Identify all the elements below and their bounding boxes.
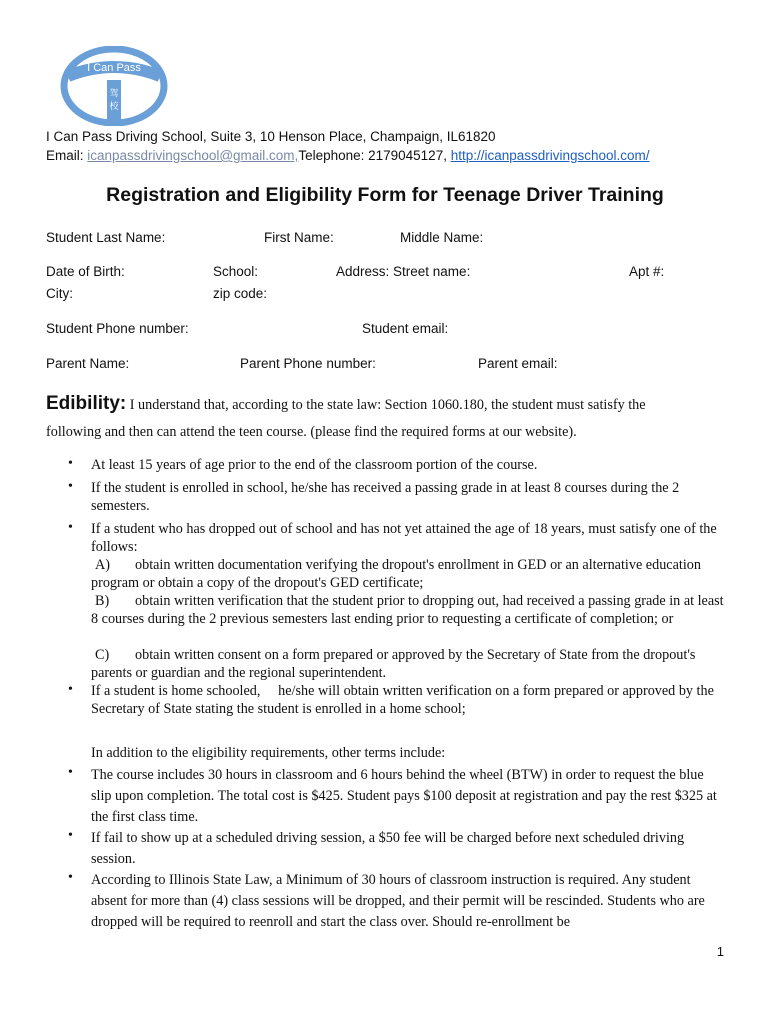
date-of-birth-label: Date of Birth: [46,264,125,279]
eligibility-item-3c [91,646,726,682]
item-3c-text: obtain written consent on a form prepared or approved by the Secretary of State from the dropout's parents or guardian and the regional superintendent. [91,647,696,681]
item-3c-letter: C) [95,647,110,663]
student-phone-label: Student Phone number: [46,321,189,336]
eligibility-item-4: If a student is home schooled, he/she will obtain written verification on a form prepared or approved by the Secretary of State stating the student is enrolled in a home school; [91,683,718,717]
parent-phone-label: Parent Phone number: [240,356,376,371]
school-logo [60,46,168,126]
email-link[interactable]: icanpassdrivingschool@gmail.com, [87,148,299,163]
address-line: I Can Pass Driving School, Suite 3, 10 Henson Place, Champaign, IL61820 [46,129,496,144]
middle-name-label: Middle Name: [400,230,484,245]
item-3b-letter: B) [95,593,110,609]
eligibility-item-2: If the student is enrolled in school, he/she has received a passing grade in at least 8 courses during the 2 semesters. [91,480,680,514]
eligibility-item-3: If a student who has dropped out of school and has not yet attained the age of 18 years, must satisfy one of the follows: [91,521,717,555]
eligibility-intro-line1: I understand that, according to the state law: Section 1060.180, the student must satisfy the [126,397,646,413]
bullet-icon: • [68,456,73,471]
city-label: City: [46,286,73,301]
student-email-label: Student email: [362,321,449,336]
terms-item-3: According to Illinois State Law, a Minimum of 30 hours of classroom instruction is required. Any student absent for more than (4) class sessions will be dropped, and their permit will be rescinded. Students who are dropped will be required to reenroll and start the class over. Should re-enrollment be [91,872,705,930]
zip-code-label: zip code: [213,286,268,301]
parent-name-label: Parent Name: [46,356,130,371]
eligibility-item-3a [91,556,726,592]
eligibility-item-3b [91,592,726,628]
bullet-icon: • [68,828,73,843]
email-label: Email: [46,148,88,163]
form-title: Registration and Eligibility Form for Teenage Driver Training [106,184,664,206]
first-name-label: First Name: [264,230,334,245]
student-last-name-label: Student Last Name: [46,230,166,245]
terms-item-2: If fail to show up at a scheduled driving session, a $50 fee will be charged before next scheduled driving session. [91,830,685,867]
parent-email-label: Parent email: [478,356,558,371]
bullet-icon: • [68,682,73,697]
logo-chinese-bottom: 校 [109,102,119,112]
bullet-icon: • [68,870,73,885]
eligibility-heading: Edibility: [46,393,127,414]
website-link[interactable]: http://icanpassdrivingschool.com/ [450,148,650,163]
bullet-icon: • [68,479,73,494]
bullet-icon: • [68,520,73,535]
logo-chinese-top: 驾 [109,89,119,99]
address-label: Address: Street name: [336,264,471,279]
telephone-text: Telephone: 2179045127, [298,148,451,163]
school-label: School: [213,264,259,279]
item-3b-text: obtain written verification that the student prior to dropping out, had received a passing grade in at least 8 courses during the 2 previous semesters last ending prior to requesting a certificate of completion; or [91,593,724,627]
apt-label: Apt #: [629,264,665,279]
item-3a-text: obtain written documentation verifying the dropout's enrollment in GED or an alternative education program or obtain a copy of the dropout's GED certificate; [91,557,701,591]
page-number: 1 [716,944,724,959]
logo-text: I Can Pass [87,62,141,74]
contact-line [46,148,650,163]
item-3a-letter: A) [95,557,110,573]
eligibility-intro [46,393,646,415]
eligibility-intro-line2: following and then can attend the teen course. (please find the required forms at our website). [46,424,577,440]
terms-intro: In addition to the eligibility requirements, other terms include: [91,745,446,761]
bullet-icon: • [68,765,73,780]
eligibility-item-1: At least 15 years of age prior to the end of the classroom portion of the course. [91,457,538,473]
terms-item-1: The course includes 30 hours in classroom and 6 hours behind the wheel (BTW) in order to request the blue slip upon completion. The total cost is $425. Student pays $100 deposit at registration and pay the rest $325 at the first class time. [91,767,717,825]
